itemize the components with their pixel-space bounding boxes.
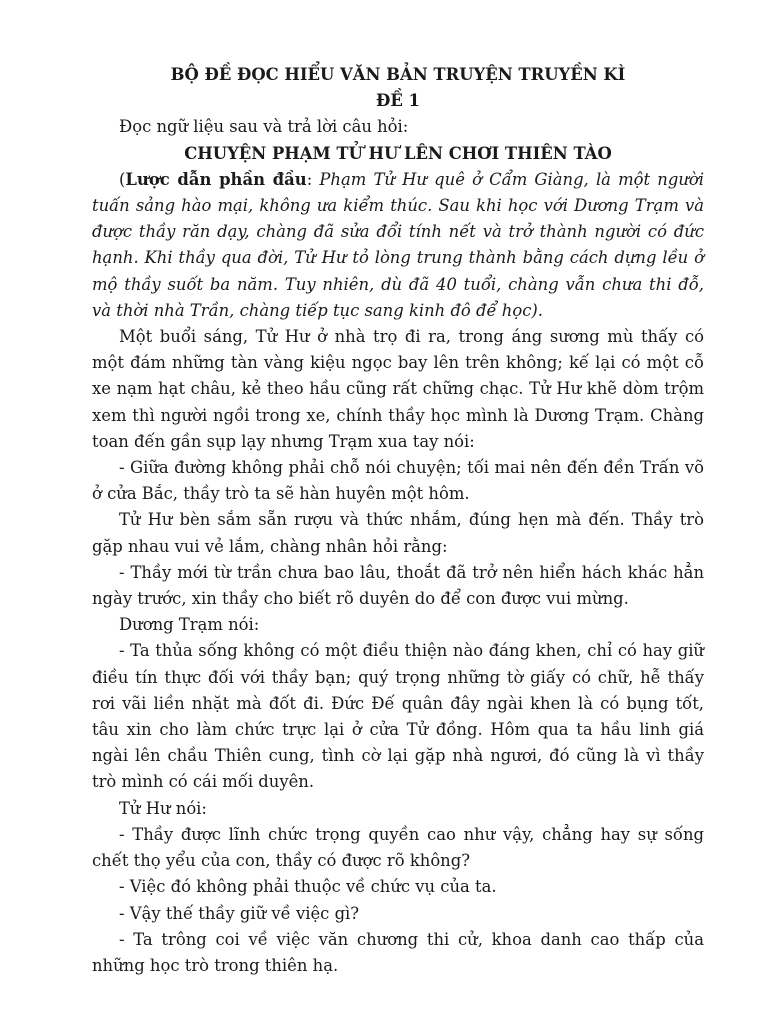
intro-open-paren: ( (119, 169, 126, 189)
intro-paragraph (92, 167, 704, 324)
intro-text: Phạm Tử Hư quê ở Cẩm Giàng, là một người tuấn sảng hào mại, không ưa kiểm thúc. Sau khi học với Dương Trạm và được thầy răn dạy, chàng đã sửa đổi tính nết và trở thành người có đức hạnh. Khi thầy qua đời, Tử Hư tỏ lòng trung thành bằng cách dựng lều ở mộ thầy suốt ba năm. Tuy nhiên, dù đã 40 tuổi, chàng vẫn chưa thi đỗ, và thời nhà Trần, chàng tiếp tục sang kinh đô để học). (92, 169, 705, 320)
dialogue-line: - Giữa đường không phải chỗ nói chuyện; tối mai nên đến đền Trấn võ ở cửa Bắc, thầy trò ta sẽ hàn huyên một hôm. (92, 458, 704, 504)
story-title: CHUYỆN PHẠM TỬ HƯ LÊN CHƠI THIÊN TÀO (184, 143, 612, 163)
dialogue-line: - Việc đó không phải thuộc về chức vụ của ta. (119, 877, 497, 897)
story-paragraph: Tử Hư bèn sắm sẵn rượu và thức nhắm, đúng hẹn mà đến. Thầy trò gặp nhau vui vẻ lắm, chàng nhân hỏi rằng: (92, 510, 704, 556)
dialogue-line: - Vậy thế thầy giữ về việc gì? (119, 903, 360, 923)
document-page (92, 62, 704, 979)
dialogue-line: - Thầy mới từ trần chưa bao lâu, thoắt đã trở nên hiển hách khác hẳn ngày trước, xin thầy cho biết rõ duyên do để con được vui mừng. (92, 562, 704, 609)
exam-number: ĐỀ 1 (376, 91, 420, 111)
intro-colon: : (306, 169, 320, 189)
instruction-line: Đọc ngữ liệu sau và trả lời câu hỏi: (119, 117, 409, 137)
dialogue-line: - Ta thủa sống không có một điều thiện nào đáng khen, chỉ có hay giữ điều tín thực đối với thầy bạn; quý trọng những tờ giấy có chữ, hễ thấy rơi vãi liền nhặt mà đốt đi. Đức Đế quân đây ngài khen là có bụng tốt, tâu xin cho làm chức trực lại ở cửa Tử đồng. Hôm qua ta hầu linh giá ngài lên chầu Thiên cung, tình cờ lại gặp nhà ngươi, đó cũng là vì thầy trò mình có cái mối duyên. (92, 641, 704, 792)
story-paragraph: Tử Hư nói: (119, 798, 207, 818)
dialogue-line: - Ta trông coi về việc văn chương thi cử, khoa danh cao thấp của những học trò trong thiên hạ. (92, 929, 704, 975)
dialogue-line: - Thầy được lĩnh chức trọng quyền cao như vậy, chẳng hay sự sống chết thọ yểu của con, thầy có được rõ không? (92, 824, 704, 871)
document-heading: BỘ ĐỀ ĐỌC HIỂU VĂN BẢN TRUYỆN TRUYỀN KÌ (170, 65, 626, 84)
story-paragraph: Dương Trạm nói: (119, 615, 260, 635)
intro-label: Lược dẫn phần đầu (125, 169, 307, 189)
story-paragraph: Một buổi sáng, Tử Hư ở nhà trọ đi ra, trong áng sương mù thấy có một đám những tàn vàng kiệu ngọc bay lên trên không; kế lại có một cỗ xe nạm hạt châu, kẻ theo hầu cũng rất chững chạc. Tử Hư khẽ dòm trộm xem thì người ngồi trong xe, chính thầy học mình là Dương Trạm. Chàng toan đến gần sụp lạy nhưng Trạm xua tay nói: (92, 327, 704, 451)
